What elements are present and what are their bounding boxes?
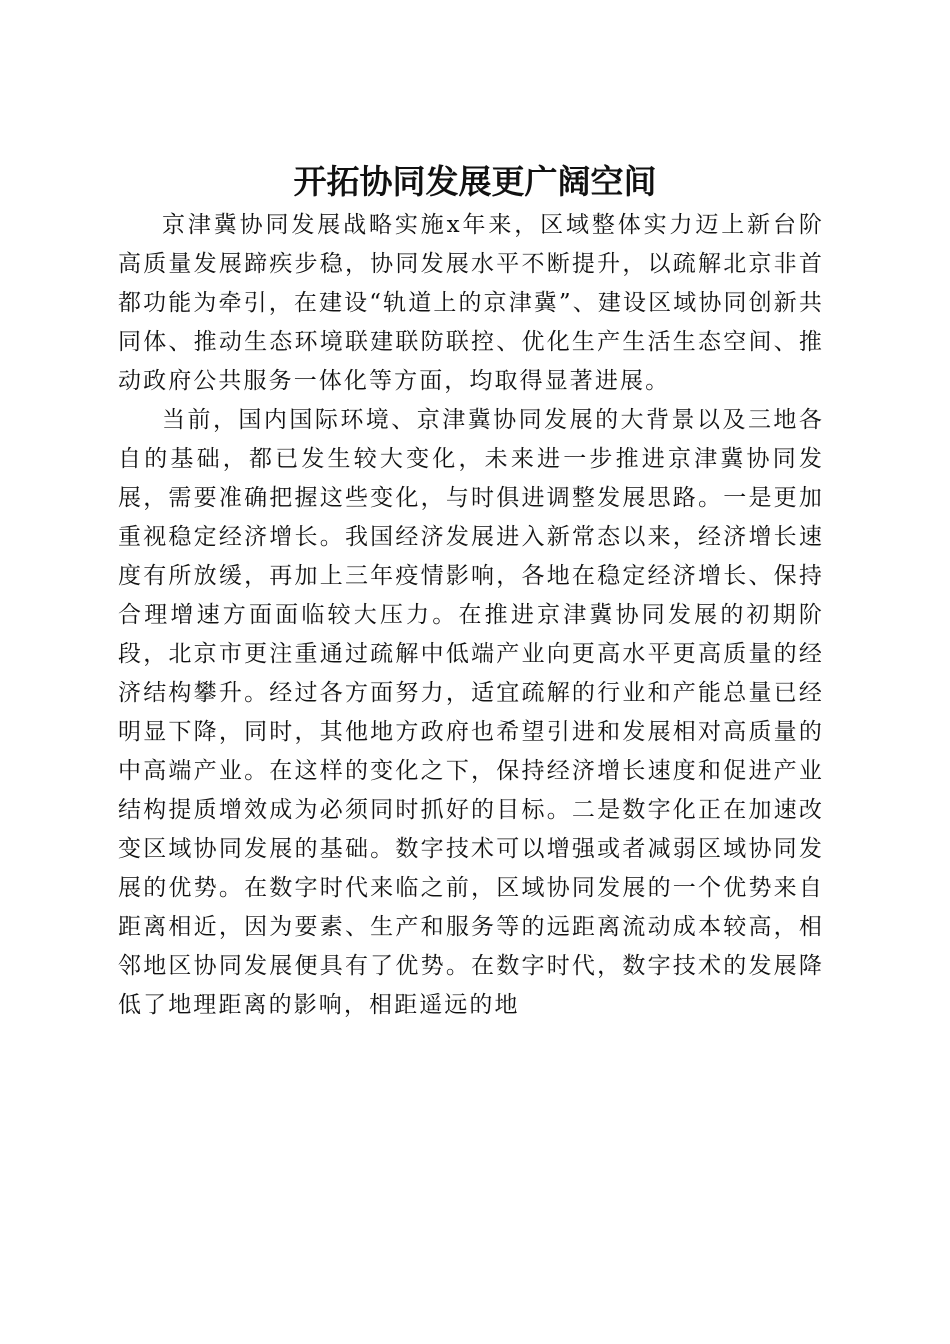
document-title: 开拓协同发展更广阔空间 (293, 162, 657, 202)
paragraph-2: 当前，国内国际环境、京津冀协同发展的大背景以及三地各自的基础，都已发生较大变化，未来进一步推进京津冀协同发展，需要准确把握这些变化，与时俱进调整发展思路。一是更加重视稳定经济增长。我国经济发展进入新常态以来，经济增长速度有所放缓，再加上三年疫情影响，各地在稳定经济增长、保持合理增速方面面临较大压力。在推进京津冀协同发展的初期阶段，北京市更注重通过疏解中低端产业向更高水平更高质量的经济结构攀升。经过各方面努力，适宜疏解的行业和产能总量已经明显下降，同时，其他地方政府也希望引进和发展相对高质量的中高端产业。在这样的变化之下，保持经济增长速度和促进产业结构提质增效成为必须同时抓好的目标。二是数字化正在加速改变区域协同发展的基础。数字技术可以增强或者减弱区域协同发展的优势。在数字时代来临之前，区域协同发展的一个优势来自距离相近，因为要素、生产和服务等的远距离流动成本较高，相邻地区协同发展便具有了优势。在数字时代，数字技术的发展降低了地理距离的影响，相距遥远的地 (118, 407, 824, 1018)
document-body (118, 206, 824, 1025)
paragraph-1: 京津冀协同发展战略实施x年来，区域整体实力迈上新台阶高质量发展蹄疾步稳，协同发展水平不断提升，以疏解北京非首都功能为牵引，在建设“轨道上的京津冀”、建设区域协同创新共同体、推动生态环境联建联防联控、优化生产生活生态空间、推动政府公共服务一体化等方面，均取得显著进展。 (118, 212, 824, 394)
